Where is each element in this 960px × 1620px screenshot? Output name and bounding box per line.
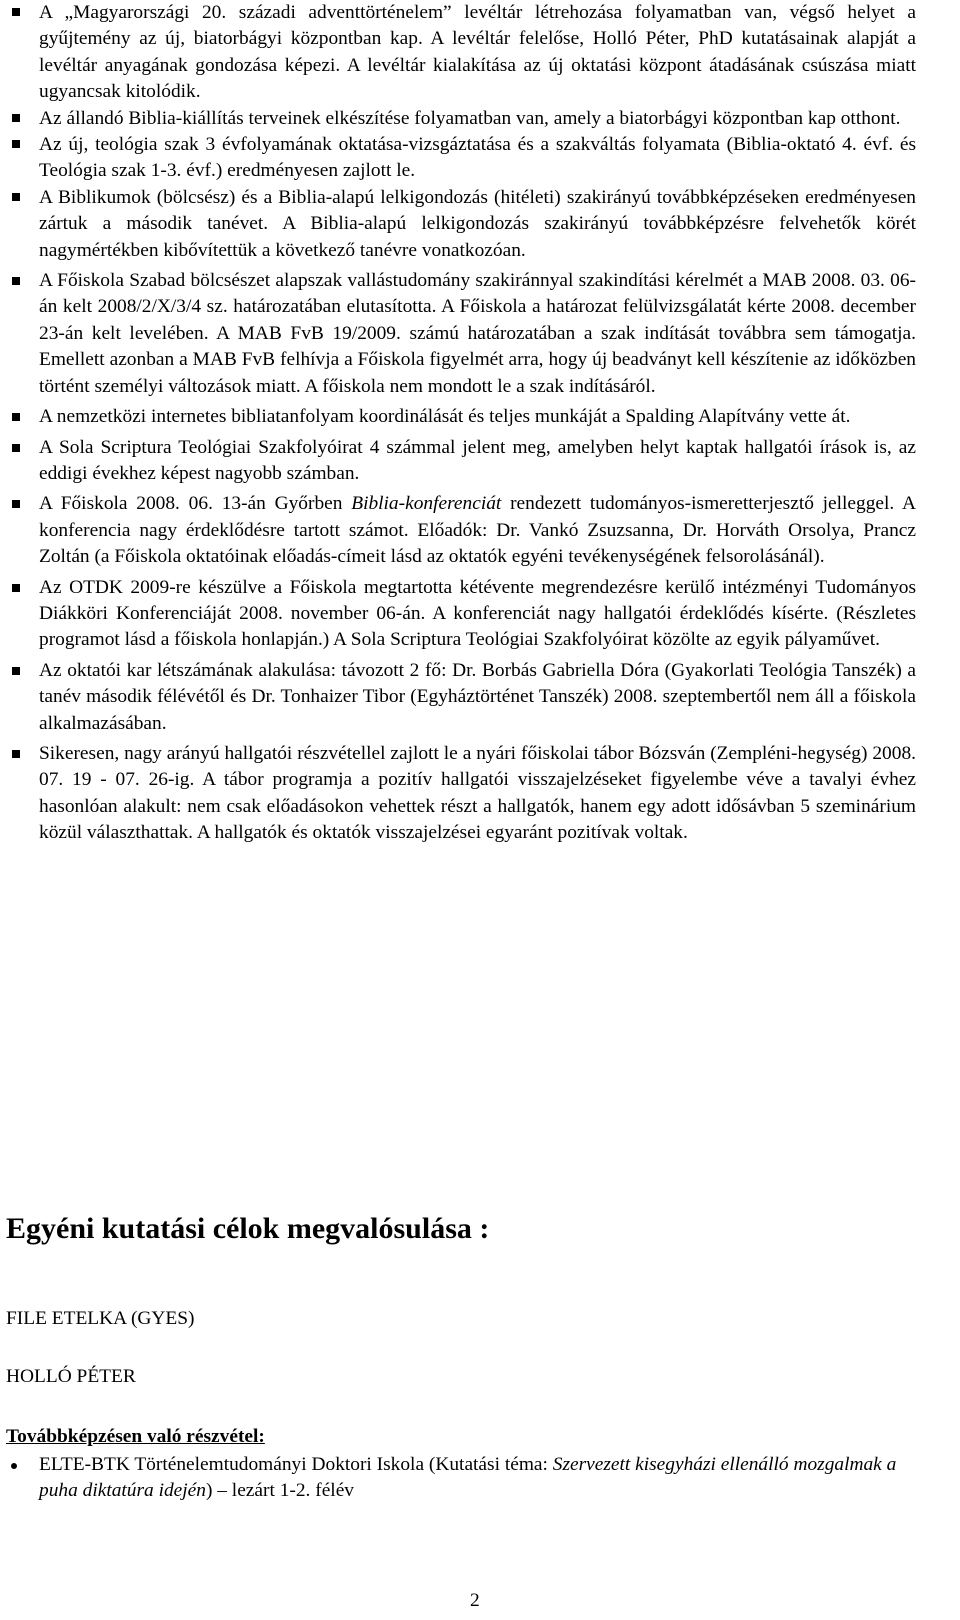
bullet-text: A Főiskola 2008. 06. 13-án Győrben Biblia-konferenciát rendezett tudományos-ismeretterjesztő jelleggel. A konferencia nagy érdeklődésre tartott számot. Előadók: Dr. Vankó Zsuzsanna, Dr. Horváth Orsolya, Prancz Zoltán (a Főiskola oktatóinak előadás-címeit lásd az oktatók egyéni tevékenységének felsorolásánál). [39,493,916,568]
person-name-hollo-peter: HOLLÓ PÉTER [6,1366,136,1387]
bullet-item-sola-scriptura [0,435,916,488]
training-list-item [0,1452,960,1505]
bullet-item-staff [0,658,916,737]
square-bullet-icon [12,140,20,148]
bullet-item-otdk [0,575,916,654]
bullet-item-theology-major [0,132,916,185]
round-bullet-icon [11,1463,17,1469]
bullet-item-further-training [0,185,916,264]
bullet-text: A nemzetközi internetes bibliatanfolyam koordinálását és teljes munkáját a Spalding Alapítvány vette át. [39,406,851,428]
square-bullet-icon [12,193,20,201]
section-heading: Egyéni kutatási célok megvalósulása : [6,1212,490,1245]
bullet-text: Az OTDK 2009-re készülve a Főiskola megtartotta kétévente megrendezésre kerülő intézményi Tudományos Diákköri Konferenciáját 2008. november 06-án. A konferenciát nagy hallgatói érdeklődés kísérte. (Részletes programot lásd a főiskola honlapján.) A Sola Scriptura Teológiai Szakfolyóirat közölte az egyik pályaművet. [39,576,916,651]
bullet-item-archive [0,0,916,106]
page-number: 2 [470,1590,480,1611]
person-name-file-etelka: FILE ETELKA (GYES) [6,1308,195,1329]
square-bullet-icon [12,277,20,285]
square-bullet-icon [12,584,20,592]
bullet-text: Az állandó Biblia-kiállítás terveinek elkészítése folyamatban van, amely a biatorbágyi központban kap otthont. [39,107,901,129]
square-bullet-icon [12,444,20,452]
square-bullet-icon [12,413,20,421]
conference-title: Biblia-konferenciát [351,493,502,515]
bullet-item-summer-camp [0,741,916,847]
square-bullet-icon [12,500,20,508]
research-topic: Szervezett kisegyházi ellenálló mozgalmak a puha diktatúra idején [39,1454,897,1502]
bullet-text: Sikeresen, nagy arányú hallgatói részvétellel zajlott le a nyári főiskolai tábor Bózsván (Zempléni-hegység) 2008. 07. 19 - 07. 26-ig. A tábor programja a pozitív hallgatói visszajelzéseket figyelembe véve a tavalyi évhez hasonlóan alakult: nem csak előadásokon vehettek részt a hallgatók, hanem egy adott idősávban 5 szeminárium közül választhattak. A hallgatók és oktatók visszajelzései egyaránt pozitívak voltak. [39,742,916,844]
bullet-item-bible-course [0,404,916,430]
training-subheading: Továbbképzésen való részvétel: [6,1426,265,1447]
square-bullet-icon [12,750,20,758]
bullet-item-mab-decision [0,268,916,400]
square-bullet-icon [12,114,20,122]
training-text: ELTE-BTK Történelemtudományi Doktori Iskola (Kutatási téma: Szervezett kisegyházi ellenálló mozgalmak a puha diktatúra idején) – lezárt 1-2. félév [39,1454,897,1502]
bullet-item-bible-conference [0,491,916,570]
bullet-text: A Főiskola Szabad bölcsészet alapszak vallástudomány szakiránnyal szakindítási kérelmét a MAB 2008. 03. 06-án kelt 2008/2/X/3/4 sz. határozatában elutasította. A Főiskola a határozat felülvizsgálatát kérte 2008. december 23-án kelt levelében. A MAB FvB 19/2009. számú határozatában a szak indítását továbbra sem támogatja. Emellett azonban a MAB FvB felhívja a Főiskola figyelmét arra, hogy új beadványt kell készítenie az időközben történt személyi változások miatt. A főiskola nem mondott le a szak indításáról. [39,270,916,397]
bullet-text: A „Magyarországi 20. századi adventtörténelem” levéltár létrehozása folyamatban van, végső helyet a gyűjtemény az új, biatorbágyi központban kap. A levéltár felelőse, Holló Péter, PhD kutatásainak alapját a levéltár anyagának gondozása képezi. A levéltár kialakítása az új oktatási központ átadásának csúszása miatt ugyancsak kitolódik. [39,2,916,103]
bullet-text: Az új, teológia szak 3 évfolyamának oktatása-vizsgáztatása és a szakváltás folyamata (Biblia-oktató 4. évf. és Teológia szak 1-3. évf.) eredményesen zajlott le. [39,134,916,182]
square-bullet-icon [12,667,20,675]
bullet-text: A Sola Scriptura Teológiai Szakfolyóirat 4 számmal jelent meg, amelyben helyt kaptak hallgatói írások is, az eddigi évekhez képest nagyobb számban. [39,436,916,484]
bullet-text: Az oktatói kar létszámának alakulása: távozott 2 fő: Dr. Borbás Gabriella Dóra (Gyakorlati Teológia Tanszék) a tanév második félévétől és Dr. Tonhaizer Tibor (Egyháztörténet Tanszék) 2008. szeptembertől nem áll a főiskola alkalmazásában. [39,659,916,734]
bullet-text: A Biblikumok (bölcsész) és a Biblia-alapú lelkigondozás (hitéleti) szakirányú továbbképzéseken eredményesen zártuk a második tanévet. A Biblia-alapú lelkigondozás szakirányú továbbképzésre felvehetők körét nagymértékben kibővítettük a következő tanévre vonatkozóan. [39,186,916,261]
square-bullet-icon [12,8,20,16]
bullet-item-bible-exhibition [0,106,916,132]
